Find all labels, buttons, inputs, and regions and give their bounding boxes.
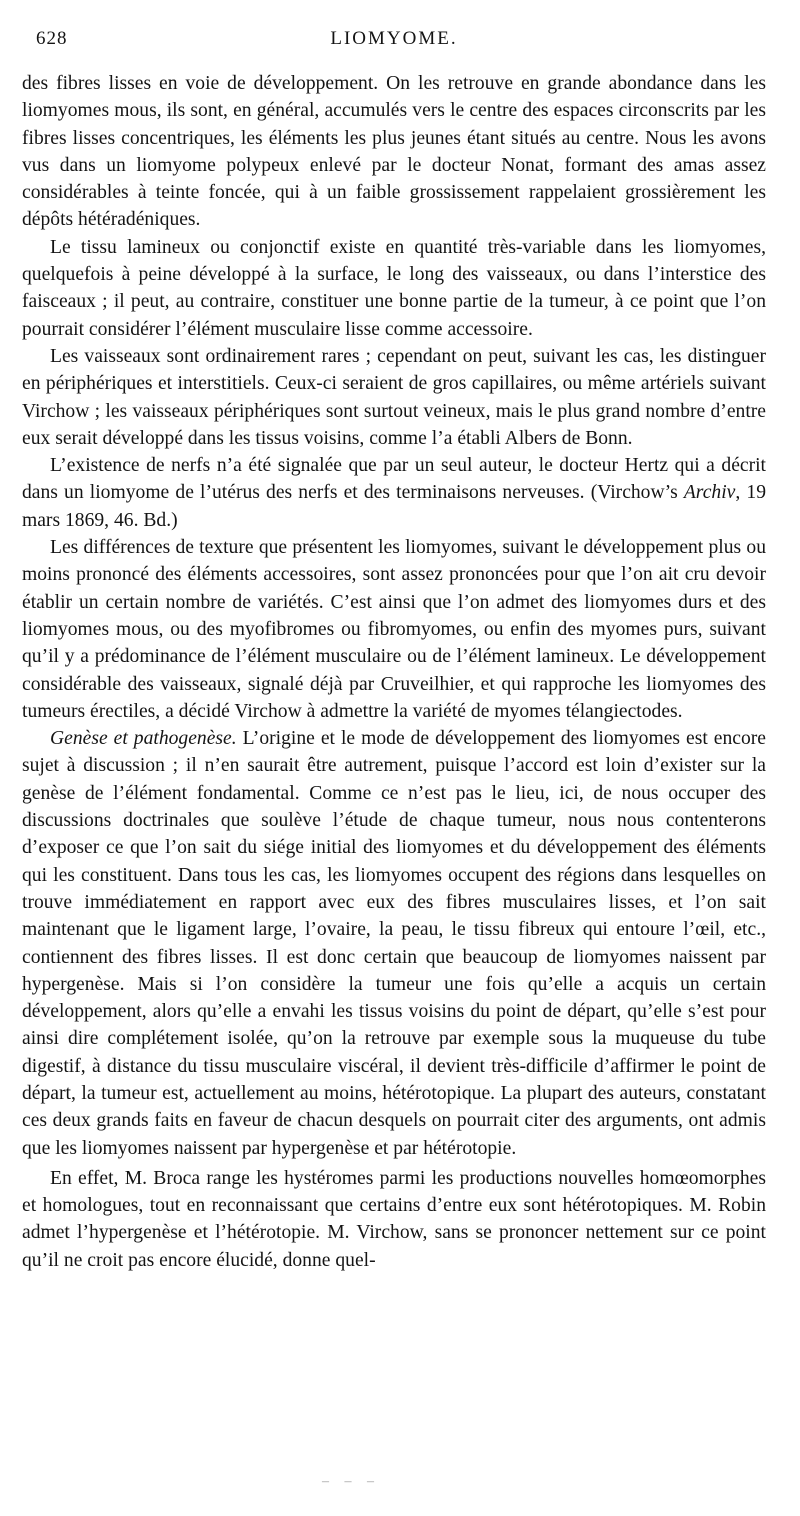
paragraph-varietes: Les différences de texture que présentent les liomyomes, suivant le développement plus ou moins prononcé des éléments accessoires, sont assez prononcées pour que l’on ait cru devoir établir un certain nombre de variétés. C’est ainsi que l’on admet des liomyomes durs et des liomyomes mous, ou des myofibromes ou fibromyomes, ou enfin des myomes purs, suivant qu’il y a prédominance de l’élément musculaire ou de l’élément lamineux. Le développement considérable des vaisseaux, signalé déjà par Cruveilhier, et qui rapproche les liomyomes des tumeurs érectiles, a décidé Virchow à admettre la variété de myomes télangiectodes. bbox=[22, 537, 766, 722]
footer-marks: – – – bbox=[322, 1474, 380, 1489]
page-number: 628 bbox=[36, 28, 68, 49]
paragraph-genese bbox=[22, 725, 766, 1162]
nerfs-text-end: , 19 mars 1869, 46. Bd.) bbox=[22, 482, 766, 531]
paragraph-tissu-lamineux: Le tissu lamineux ou conjonctif existe en quantité très-variable dans les liomyomes, quelquefois à peine développé à la surface, le long des vaisseaux, ou dans l’interstice des faisceaux ; il peut, au contraire, constituer une bonne partie de la tumeur, à ce point que l’on pourrait considérer l’élément musculaire lisse comme accessoire. bbox=[22, 236, 766, 340]
genese-body: L’origine et le mode de développement des liomyomes est encore sujet à discussion ; il n’en saurait être autrement, puisque l’accord est loin d’exister sur la genèse de l’élément fondamental. Comme ce n’est pas le lieu, ici, de nous occuper des discussions doctrinales que soulève l’étude de chaque tumeur, nous nous contenterons d’exposer ce que l’on sait du siége initial des liomyomes et du développement des éléments qui les constituent. Dans tous les cas, les liomyomes occupent des régions dans lesquelles on trouve immédiatement en rapport avec eux des fibres musculaires lisses, et l’on sait maintenant que le ligament large, l’ovaire, la peau, le tissu fibreux qui entoure l’œil, etc., contiennent des fibres lisses. Il est donc certain que beaucoup de liomyomes naissent par hypergenèse. Mais si l’on considère la tumeur une fois qu’elle a acquis un certain développement, alors qu’elle a envahi les tissus voisins du point de départ, qu’elle s’est pour ainsi dire complétement isolée, qu’on la retrouve par exemple sous la muqueuse du tube digestif, à distance du tissu musculaire viscéral, il devient très-difficile d’affirmer le point de départ, la tumeur est, actuellement au moins, hétérotopique. La plupart des auteurs, constatant ces deux grands faits en faveur de chacun desquels on pourrait citer des arguments, ont admis que les liomyomes naissent par hypergenèse et par hétérotopie. bbox=[22, 728, 766, 1159]
archiv-citation: Archiv bbox=[683, 482, 736, 504]
paragraph-fibres-lisses: des fibres lisses en voie de développement. On les retrouve en grande abondance dans les liomyomes mous, ils sont, en général, accumulés vers le centre des espaces circonscrits par les fibres lisses concentriques, les éléments les plus jeunes étant situés au centre. Nous les avons vus dans un liomyome polypeux enlevé par le docteur Nonat, formant des amas assez considérables à teinte foncée, qui à un faible grossissement rappelaient grossièrement les dépôts hétéradéniques. bbox=[22, 73, 766, 231]
section-heading-genese: Genèse et pathogenèse. bbox=[50, 728, 237, 750]
paragraph-broca: En effet, M. Broca range les hystéromes parmi les productions nouvelles homœomorphes et homologues, tout en reconnaissant que certains d’entre eux sont hétérotopiques. M. Robin admet l’hypergenèse et l’hétérotopie. M. Virchow, sans se prononcer nettement sur ce point qu’il ne croit pas encore élucidé, donne quel- bbox=[22, 1167, 766, 1271]
nerfs-text-start: L’existence de nerfs n’a été signalée que par un seul auteur, le docteur Hertz qui a décrit dans un liomyome de l’utérus des nerfs et des terminaisons nerveuses. (Virchow’s bbox=[22, 455, 766, 504]
body-text bbox=[22, 70, 766, 1274]
paragraph-nerfs bbox=[22, 452, 766, 534]
running-head bbox=[22, 28, 766, 54]
page-title: LIOMYOME. bbox=[330, 28, 458, 49]
paragraph-vaisseaux: Les vaisseaux sont ordinairement rares ; cependant on peut, suivant les cas, les distinguer en périphériques et interstitiels. Ceux-ci seraient de gros capillaires, ou même artériels suivant Virchow ; les vaisseaux périphériques sont surtout veineux, mais le plus grand nombre d’entre eux serait développé dans les tissus voisins, comme l’a établi Albers de Bonn. bbox=[22, 345, 766, 449]
document-page bbox=[22, 28, 766, 1274]
